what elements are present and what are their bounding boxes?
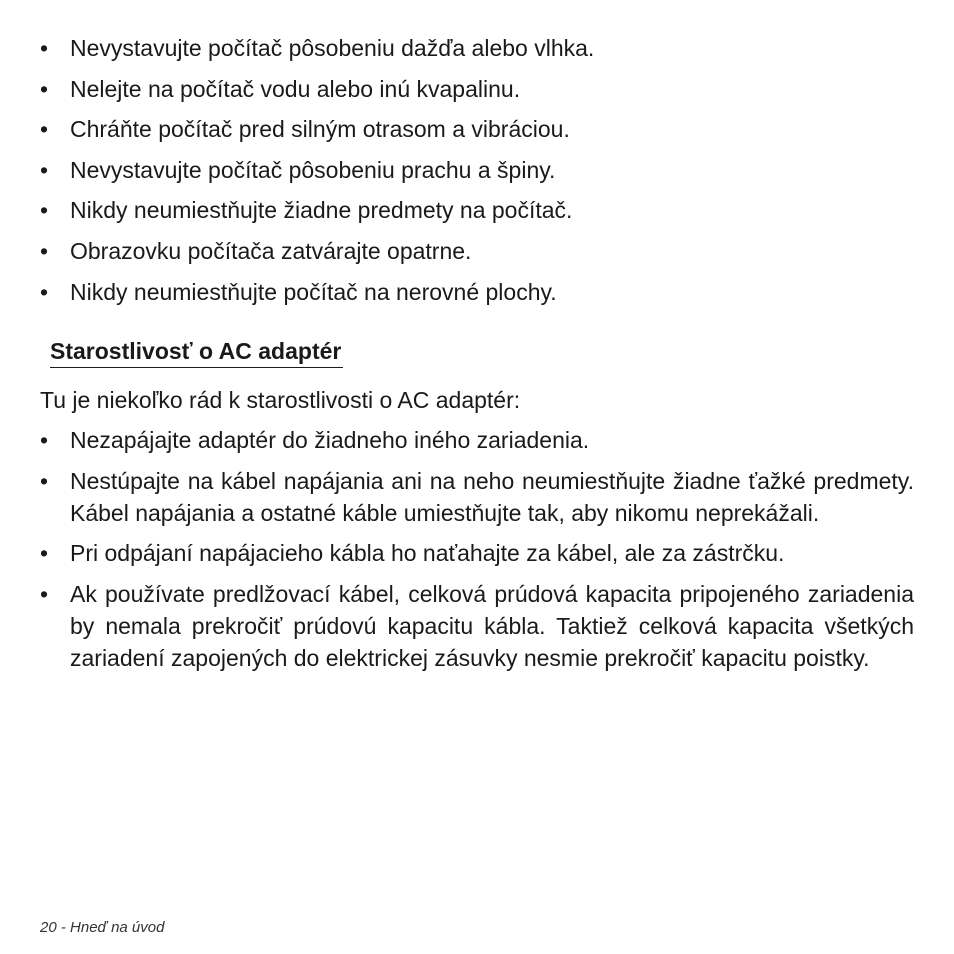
list-item-text: Nezapájajte adaptér do žiadneho iného zariadenia. [70, 427, 590, 453]
bullet-icon: • [40, 278, 49, 305]
section-heading: Starostlivosť o AC adaptér [50, 335, 343, 368]
adapter-care-list [40, 424, 914, 682]
bullet-icon: • [40, 156, 49, 183]
list-item-text: Chráňte počítač pred silným otrasom a vibráciou. [70, 116, 570, 143]
list-item-text: Pri odpájaní napájacieho kábla ho naťahajte za kábel, ale za zástrčku. [70, 540, 785, 566]
list-item [40, 578, 914, 674]
bullet-icon: • [40, 197, 49, 224]
bullet-icon: • [40, 35, 49, 61]
bullet-icon: • [40, 427, 49, 453]
bullet-icon: • [40, 580, 49, 607]
bullet-icon: • [40, 116, 49, 143]
bullet-icon: • [40, 75, 49, 102]
list-item [40, 276, 914, 308]
bullet-icon: • [40, 540, 49, 566]
bullet-icon: • [40, 237, 49, 264]
bullet-icon: • [40, 467, 49, 494]
list-item-text: Ak používate predlžovací kábel, celková prúdová kapacita pripojeného zariadenia by nemala prekročiť prúdovú kapacitu kábla. Taktiež celková kapacita všetkých zariadení zapojených do elektrickej zásuvky nesmie prekročiť kapacitu poistky. [70, 580, 914, 671]
list-item [40, 465, 914, 529]
list-item-text: Nestúpajte na kábel napájania ani na neho neumiestňujte žiadne ťažké predmety. Kábel napájania a ostatné káble umiestňujte tak, aby nikomu neprekážali. [70, 467, 914, 526]
list-item [40, 32, 914, 64]
list-item-text: Nikdy neumiestňujte počítač na nerovné plochy. [70, 278, 557, 305]
list-item [40, 194, 914, 226]
list-item-text: Nelejte na počítač vodu alebo inú kvapalinu. [70, 75, 521, 102]
page-footer: 20 - Hneď na úvod [40, 919, 165, 936]
list-item [40, 537, 914, 569]
list-item [40, 113, 914, 145]
list-item-text: Nikdy neumiestňujte žiadne predmety na počítač. [70, 197, 573, 224]
list-item-text: Nevystavujte počítač pôsobeniu prachu a špiny. [70, 156, 556, 183]
list-item [40, 154, 914, 186]
list-item-text: Obrazovku počítača zatvárajte opatrne. [70, 237, 472, 264]
list-item [40, 235, 914, 267]
section-intro: Tu je niekoľko rád k starostlivosti o AC adaptér: [40, 387, 521, 413]
list-item [40, 424, 914, 456]
care-precautions-list [40, 32, 914, 316]
list-item-text: Nevystavujte počítač pôsobeniu dažďa alebo vlhka. [70, 35, 595, 61]
list-item [40, 73, 914, 105]
